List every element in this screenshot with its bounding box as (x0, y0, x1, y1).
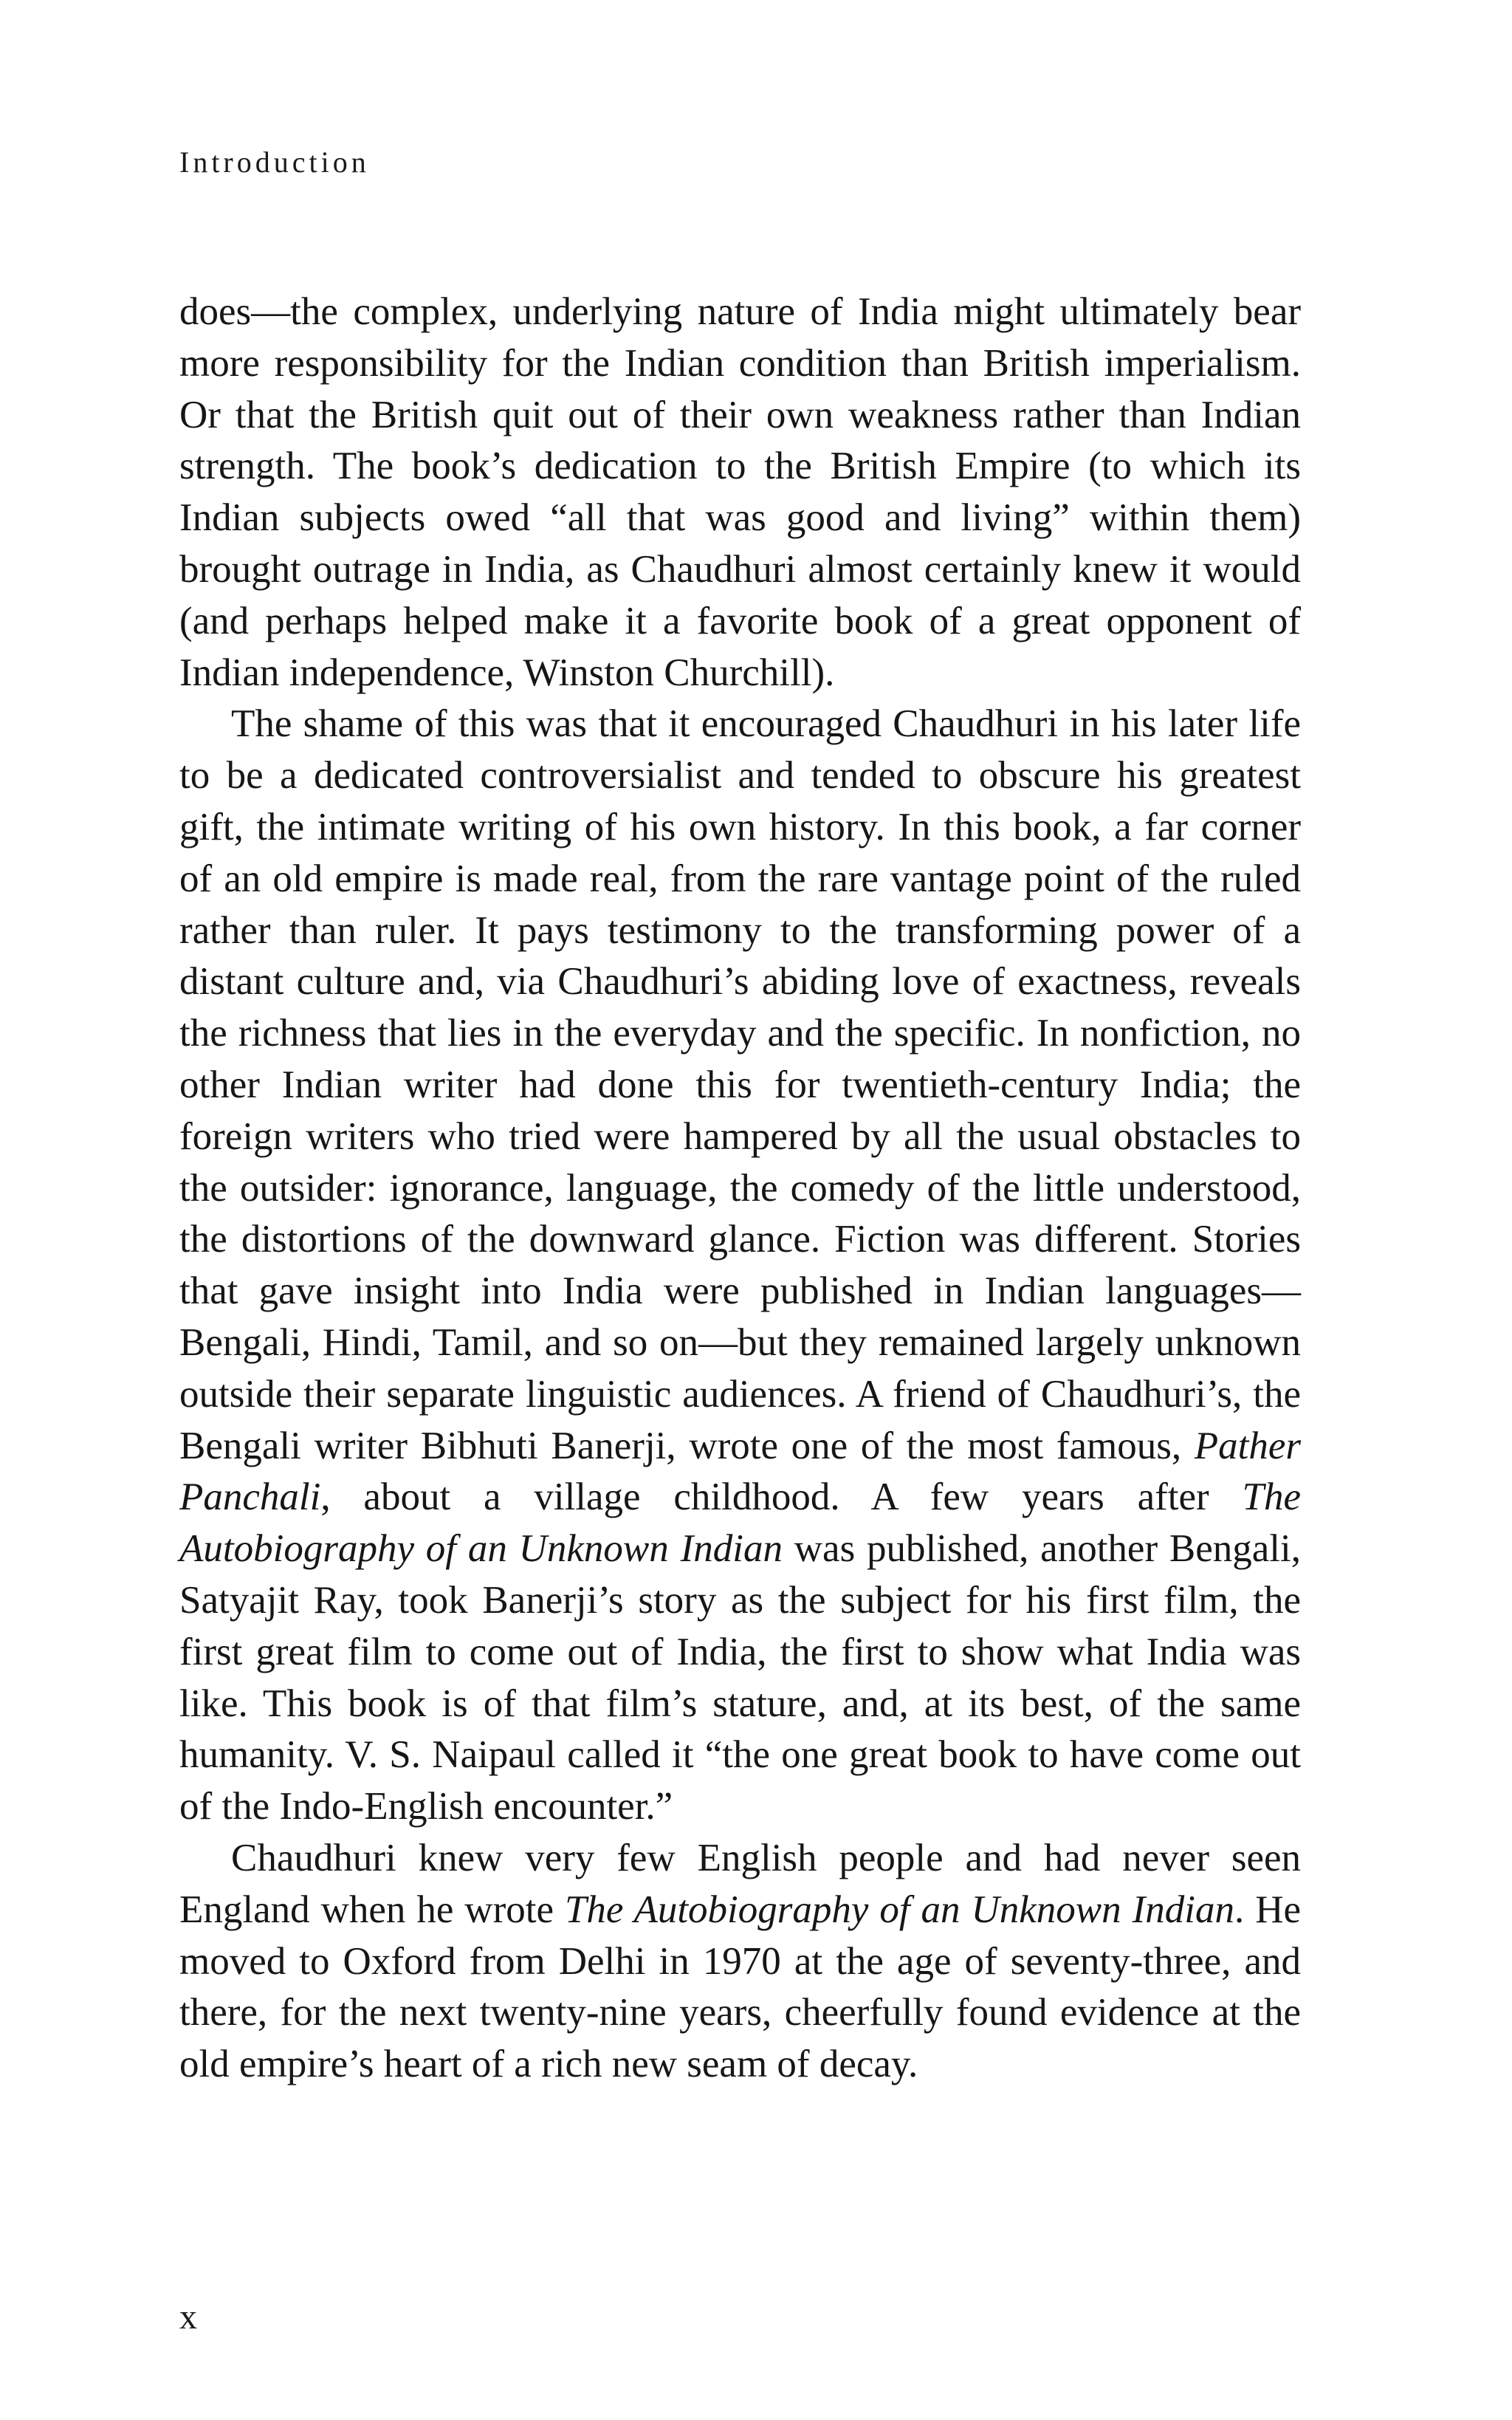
paragraph-1: does—the complex, underlying nature of India might ultimately bear more responsibility for the Indian condition than British imperialism. Or that the British quit out of their own weakness rather than Indian strength. The book’s dedication to the British Empire (to which its Indian subjects owed “all that was good and living” within them) brought outrage in India, as Chaudhuri almost certainly knew it would (and perhaps helped make it a favorite book of a great opponent of Indian independence, Winston Churchill). (179, 290, 1301, 694)
paragraph-3-text-a: Chaudhuri knew very few English people and had never seen England when he wrote (179, 1836, 1301, 1931)
running-head: Introduction (179, 145, 370, 179)
book-title-pather-panchali: Pather Panchali (179, 1424, 1301, 1519)
page-number: x (179, 2297, 197, 2337)
paragraph-3-text-b: . He moved to Oxford from Delhi in 1970 at the age of seventy-three, and there, for the next twenty-nine years, cheerfully found evidence at the old empire’s heart of a rich new seam of decay. (179, 1888, 1302, 2086)
paragraph-2-text-a: The shame of this was that it encouraged Chaudhuri in his later life to be a dedicated controversialist and tended to obscure his greatest gift, the intimate writing of his own history. In this book, a far corner of an old empire is made real, from the rare vantage point of the ruled rather than ruler. It pays testimony to the transforming power of a distant culture and, via Chaudhuri’s abiding love of exactness, reveals the richness that lies in the everyday and the specific. In nonfiction, no other Indian writer had done this for twentieth-century India; the foreign writers who tried were hampered by all the usual obstacles to the outsider: ignorance, language, the comedy of the little understood, the distortions of the downward glance. Fiction was different. Stories that gave insight into India were published in Indian languages—Bengali, Hindi, Tamil, and so on—but they remained largely unknown outside their separate linguistic audiences. A friend of Chaudhuri’s, the Bengali writer Bibhuti Banerji, wrote one of the most famous, (179, 702, 1301, 1467)
book-title-autobiography-2: The Autobiography of an Unknown Indian (564, 1888, 1234, 1931)
paragraph-2-text-c: was published, another Bengali, Satyajit Ray, took Banerji’s story as the subject for his first film, the first great film to come out of India, the first to show what India was like. This book is of that film’s stature, and, at its best, of the same humanity. V. S. Naipaul called it “the one great book to have come out of the Indo-English encounter.” (179, 1527, 1301, 1828)
paragraph-2 (179, 699, 1301, 1833)
paragraph-3 (179, 1833, 1301, 2091)
paragraph-2-text-b: , about a village childhood. A few years after (320, 1475, 1243, 1519)
book-title-autobiography: The Autobiography of an Unknown Indian (179, 1475, 1301, 1571)
body-text (179, 287, 1301, 2091)
